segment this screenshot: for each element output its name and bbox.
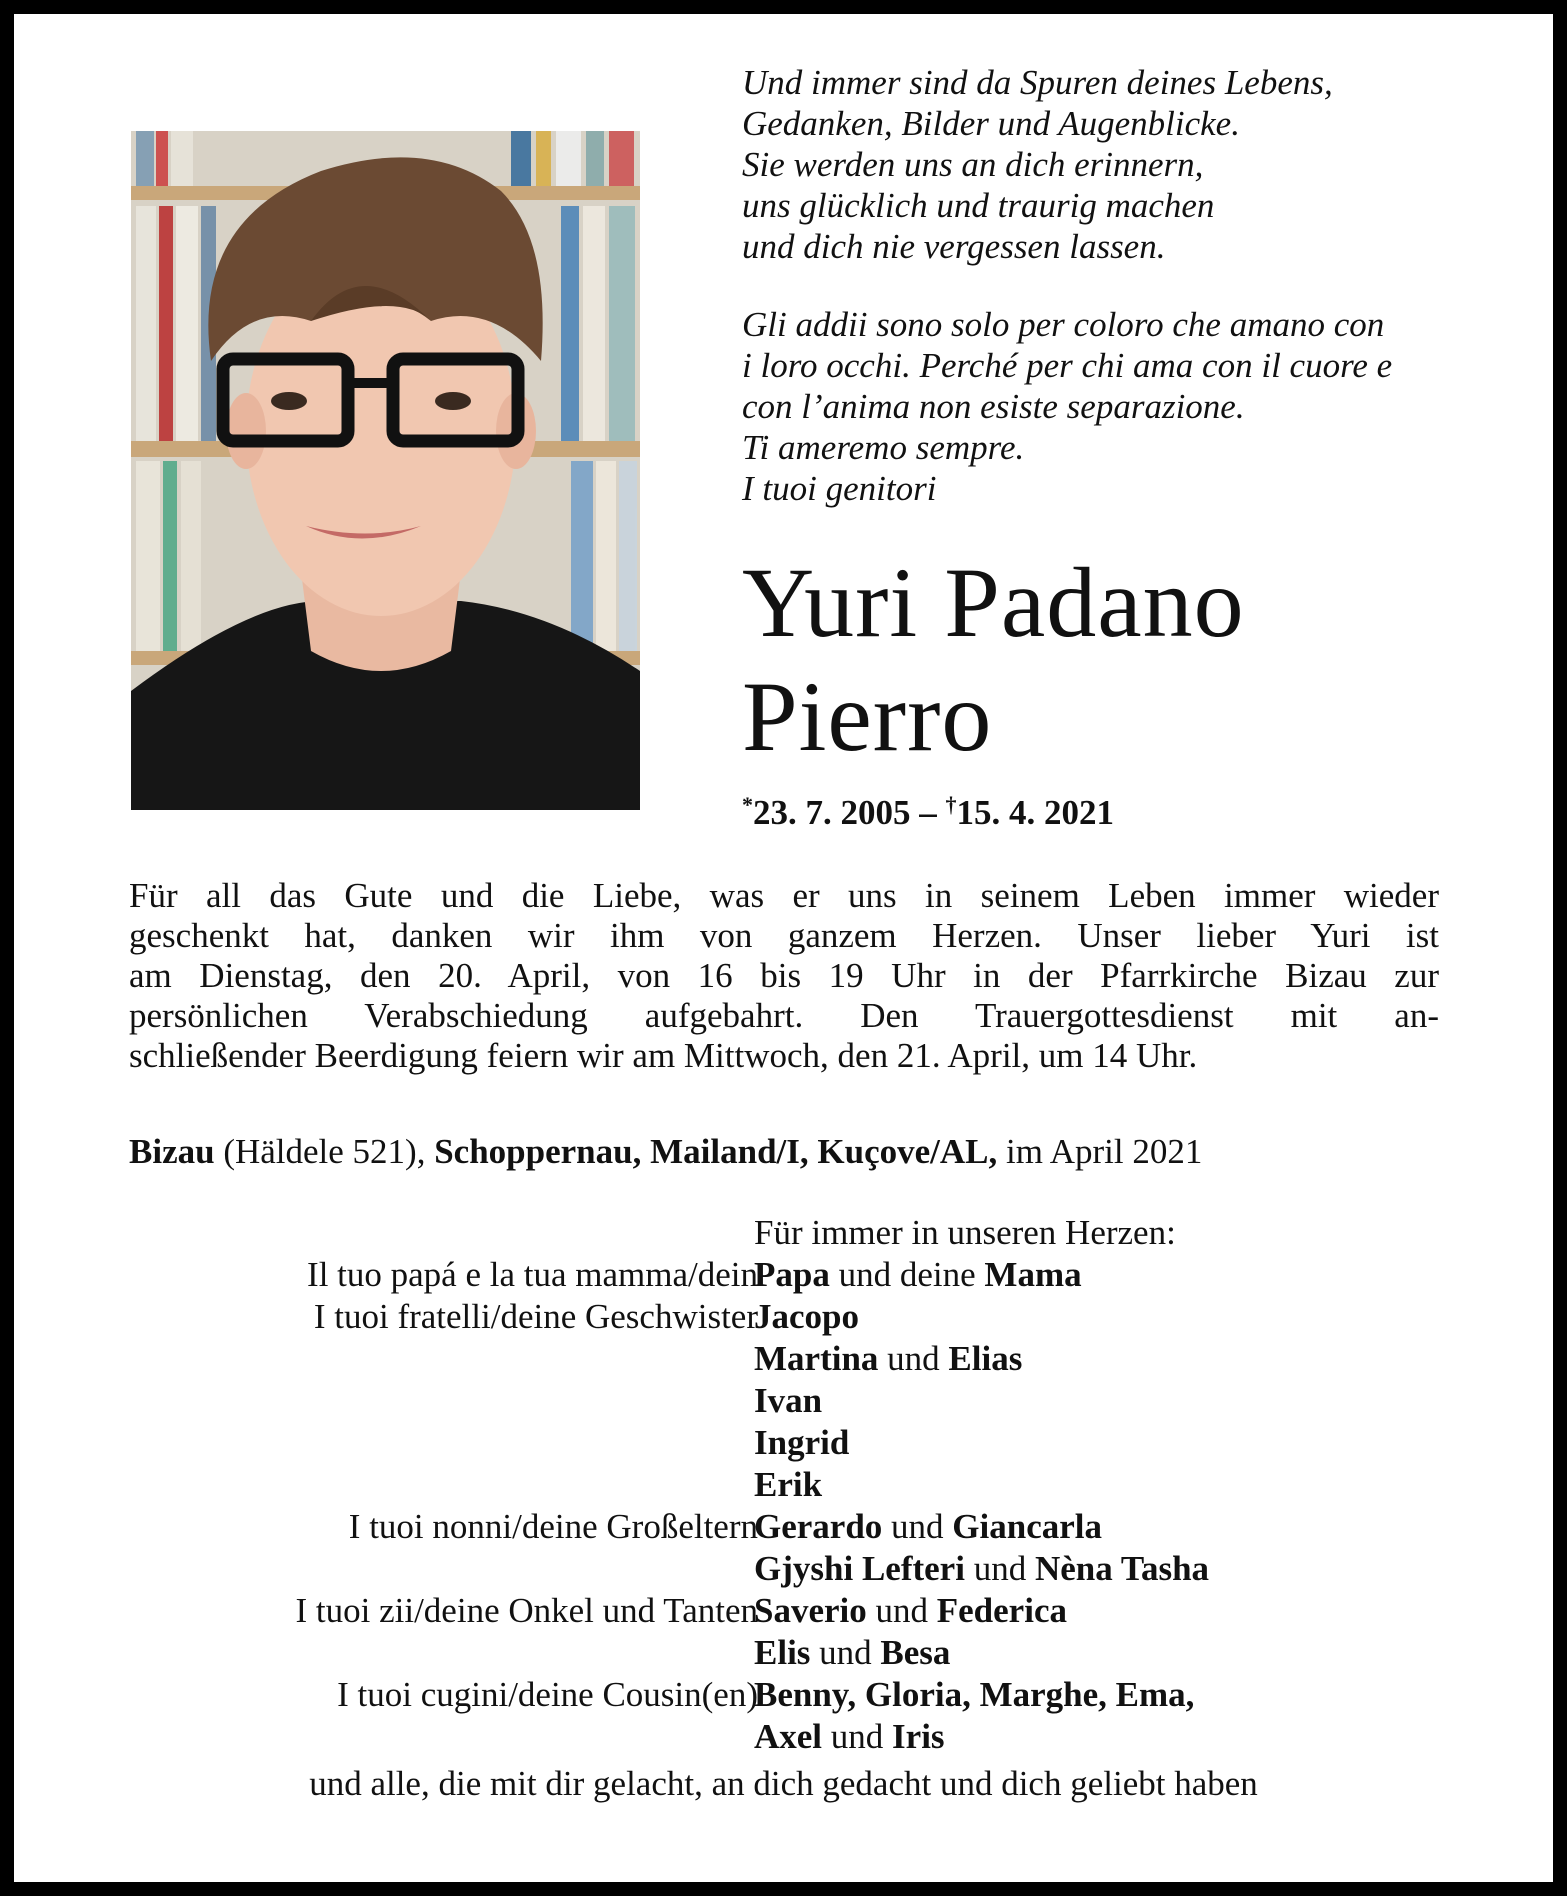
family-names bbox=[754, 1296, 859, 1338]
family-names bbox=[754, 1590, 1067, 1632]
relation-label: I tuoi zii/deine Onkel und Tanten bbox=[295, 1591, 758, 1630]
text-line: geschenkt hat, danken wir ihm von ganzem Herzen. Unser lieber Yuri ist bbox=[129, 916, 1439, 955]
family-row bbox=[14, 1590, 1553, 1632]
family-name: Elis bbox=[754, 1633, 811, 1672]
family-name: Elias bbox=[948, 1339, 1023, 1378]
family-name: Martina bbox=[754, 1339, 879, 1378]
family-name: Gerardo bbox=[754, 1507, 883, 1546]
family-names bbox=[754, 1464, 822, 1506]
poem-line: con l’anima non esiste separazione. bbox=[742, 387, 1245, 426]
family-connector: und bbox=[882, 1507, 953, 1546]
family-name: Federica bbox=[936, 1591, 1067, 1630]
family-row bbox=[14, 1254, 1553, 1296]
place-bizau: Bizau bbox=[129, 1132, 215, 1171]
poem-italian bbox=[742, 304, 1522, 509]
family-row bbox=[14, 1632, 1553, 1674]
poem-line: I tuoi genitori bbox=[742, 469, 937, 508]
family-connector: und bbox=[878, 1339, 949, 1378]
family-names bbox=[754, 1548, 1209, 1590]
announcement-text bbox=[129, 876, 1439, 1076]
family-connector: und bbox=[810, 1633, 881, 1672]
family-intro: Für immer in unseren Herzen: bbox=[754, 1213, 1176, 1252]
family-row bbox=[14, 1716, 1553, 1758]
poem-german bbox=[742, 62, 1522, 267]
family-name: Papa bbox=[754, 1255, 830, 1294]
family-row bbox=[14, 1422, 1553, 1464]
family-row bbox=[14, 1464, 1553, 1506]
relation-label: I tuoi fratelli/deine Geschwister bbox=[313, 1297, 758, 1336]
family-row bbox=[14, 1548, 1553, 1590]
name-line: Pierro bbox=[742, 661, 993, 772]
family-list bbox=[14, 1212, 1553, 1758]
text-line: schließender Beerdigung feiern wir am Mittwoch, den 21. April, um 14 Uhr. bbox=[129, 1036, 1198, 1075]
family-name: Benny, Gloria, Marghe, Ema, bbox=[754, 1675, 1195, 1714]
birth-symbol: * bbox=[742, 792, 753, 817]
birth-date: 23. 7. 2005 bbox=[753, 793, 911, 832]
portrait-image bbox=[131, 131, 640, 810]
family-name: Giancarla bbox=[952, 1507, 1103, 1546]
family-connector: und bbox=[866, 1591, 937, 1630]
death-date: 15. 4. 2021 bbox=[956, 793, 1114, 832]
text-line: am Dienstag, den 20. April, von 16 bis 19 Uhr in der Pfarrkirche Bizau zur bbox=[129, 956, 1439, 995]
family-connector: und bbox=[822, 1717, 893, 1756]
name-line: Yuri Padano bbox=[742, 547, 1245, 658]
family-name: Erik bbox=[754, 1465, 823, 1504]
poem-line: Gli addii sono solo per coloro che amano con bbox=[742, 305, 1385, 344]
poem-line: Ti ameremo sempre. bbox=[742, 428, 1025, 467]
family-names bbox=[754, 1716, 945, 1758]
family-names bbox=[754, 1254, 1082, 1296]
family-row bbox=[14, 1674, 1553, 1716]
poem-line: und dich nie vergessen lassen. bbox=[742, 227, 1166, 266]
family-name: Axel bbox=[754, 1717, 823, 1756]
place-date: im April 2021 bbox=[997, 1132, 1203, 1171]
family-names bbox=[754, 1380, 822, 1422]
family-connector: und bbox=[964, 1549, 1035, 1588]
family-name: Nèna Tasha bbox=[1034, 1549, 1210, 1588]
family-name: Besa bbox=[880, 1633, 951, 1672]
family-row bbox=[14, 1380, 1553, 1422]
date-separator: – bbox=[910, 793, 946, 832]
relation-label: I tuoi cugini/deine Cousin(en) bbox=[337, 1675, 758, 1714]
relation-label: I tuoi nonni/deine Großeltern bbox=[348, 1507, 758, 1546]
family-intro-row bbox=[14, 1212, 1553, 1254]
life-dates bbox=[742, 792, 1114, 833]
family-name: Saverio bbox=[754, 1591, 867, 1630]
family-row bbox=[14, 1506, 1553, 1548]
poem-line: uns glücklich und traurig machen bbox=[742, 186, 1215, 225]
obituary-card bbox=[14, 14, 1553, 1882]
family-name: Mama bbox=[984, 1255, 1082, 1294]
family-name: Ivan bbox=[754, 1381, 823, 1420]
place-address: (Häldele 521), bbox=[214, 1132, 435, 1171]
place-line bbox=[129, 1132, 1202, 1172]
family-names bbox=[754, 1632, 950, 1674]
poem-line: i loro occhi. Perché per chi ama con il cuore e bbox=[742, 346, 1393, 385]
family-name: Jacopo bbox=[754, 1297, 859, 1336]
text-line: persönlichen Verabschiedung aufgebahrt. Den Trauergottesdienst mit an- bbox=[129, 996, 1439, 1035]
deceased-name bbox=[742, 546, 1245, 774]
portrait-photo bbox=[131, 131, 640, 810]
family-row bbox=[14, 1296, 1553, 1338]
family-name: Ingrid bbox=[754, 1423, 850, 1462]
relation-label: Il tuo papá e la tua mamma/dein bbox=[307, 1255, 758, 1294]
family-name: Iris bbox=[892, 1717, 945, 1756]
text-line: Für all das Gute und die Liebe, was er uns in seinem Leben immer wieder bbox=[129, 876, 1439, 915]
closing-line: und alle, die mit dir gelacht, an dich gedacht und dich geliebt haben bbox=[309, 1764, 1258, 1803]
poem-line: Sie werden uns an dich erinnern, bbox=[742, 145, 1204, 184]
family-names bbox=[754, 1338, 1022, 1380]
family-names bbox=[754, 1674, 1194, 1716]
family-names bbox=[754, 1422, 849, 1464]
place-others: Schoppernau, Mailand/I, Kuçove/AL, bbox=[434, 1132, 998, 1171]
family-names bbox=[754, 1506, 1102, 1548]
family-name: Gjyshi Lefteri bbox=[754, 1549, 965, 1588]
family-connector: und deine bbox=[829, 1255, 985, 1294]
death-symbol: † bbox=[945, 792, 957, 817]
poem-line: Gedanken, Bilder und Augenblicke. bbox=[742, 104, 1240, 143]
poem-line: Und immer sind da Spuren deines Lebens, bbox=[742, 63, 1333, 102]
family-row bbox=[14, 1338, 1553, 1380]
